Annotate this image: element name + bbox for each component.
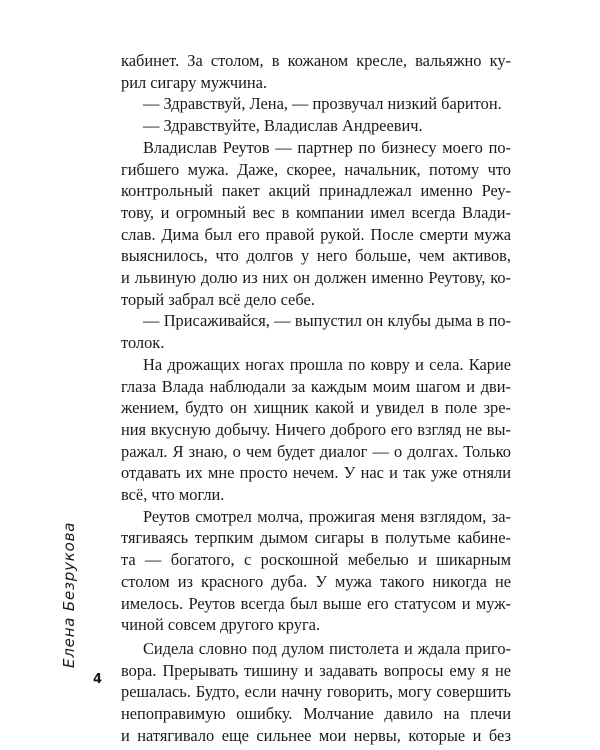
text-line: рил сигару мужчина. xyxy=(121,72,267,92)
paragraph xyxy=(121,354,511,506)
text-line: чиной совсем другого круга. xyxy=(121,615,321,635)
text-line: ния вкусную добычу. Ничего доброго его взгляд не вы- xyxy=(121,419,511,439)
paragraph xyxy=(121,115,511,137)
running-head-author: Елена Безрукова xyxy=(60,521,78,668)
paragraph xyxy=(121,310,511,353)
paragraph xyxy=(121,50,511,93)
text-line: Сидела словно под дулом пистолета и ждала приго- xyxy=(143,638,511,658)
text-line: отдавать их мне просто нечем. У нас и так уже отняли xyxy=(121,463,511,483)
text-line: выяснилось, что долгов у него больше, чем активов, xyxy=(121,246,511,266)
text-line: вора. Прерывать тишину и задавать вопросы ему я не xyxy=(121,660,511,680)
text-line: Реутов смотрел молча, прожигая меня взглядом, за- xyxy=(143,506,511,526)
text-line: ражал. Я знаю, о чем будет диалог — о долгах. Только xyxy=(121,441,511,461)
text-line: тову, и огромный вес в компании имел всегда Влади- xyxy=(121,202,511,222)
text-line: Владислав Реутов — партнер по бизнесу моего по- xyxy=(143,137,511,157)
paragraph xyxy=(121,506,511,636)
text-line: гибшего мужа. Даже, скорее, начальник, потому что xyxy=(121,159,511,179)
text-line: всё, что могли. xyxy=(121,485,225,505)
body-text xyxy=(121,50,511,747)
text-line: торый забрал всё дело себе. xyxy=(121,289,315,309)
text-line: контрольный пакет акций принадлежал именно Реу- xyxy=(121,181,511,201)
text-line: столом из красного дуба. У мужа такого никогда не xyxy=(121,571,511,591)
text-line: слав. Дима был его правой рукой. После смерти мужа xyxy=(121,224,511,244)
paragraph xyxy=(121,638,511,747)
paragraph xyxy=(121,137,511,311)
text-line: решалась. Будто, если начну говорить, могу совершить xyxy=(121,682,511,702)
text-line: кабинет. За столом, в кожаном кресле, вальяжно ку- xyxy=(121,51,511,70)
text-line: жением, будто он хищник какой и увидел в поле зре- xyxy=(121,398,511,418)
text-line: и львиную долю из них он должен именно Реутову, ко- xyxy=(121,268,511,288)
paragraph xyxy=(121,93,511,115)
text-line: та — богатого, с роскошной мебелью и шикарным xyxy=(121,550,511,570)
text-line: На дрожащих ногах прошла по ковру и села. Карие xyxy=(143,354,511,374)
text-line: тягиваясь терпким дымом сигары в полутьме кабине- xyxy=(121,528,511,548)
page-number: 4 xyxy=(93,672,103,687)
text-line: — Здравствуй, Лена, — прозвучал низкий баритон. xyxy=(143,94,502,114)
text-line: и натягивало еще сильнее мои нервы, которые и без xyxy=(121,725,511,745)
text-line: — Здравствуйте, Владислав Андреевич. xyxy=(143,116,423,136)
text-line: непоправимую ошибку. Молчание давило на плечи xyxy=(121,704,511,724)
text-line: — Присаживайся, — выпустил он клубы дыма в по- xyxy=(143,311,511,331)
text-line: имелось. Реутов всегда был выше его статусом и муж- xyxy=(121,593,511,613)
text-line: глаза Влада наблюдали за каждым моим шагом и дви- xyxy=(121,376,511,396)
text-line: толок. xyxy=(121,333,165,353)
